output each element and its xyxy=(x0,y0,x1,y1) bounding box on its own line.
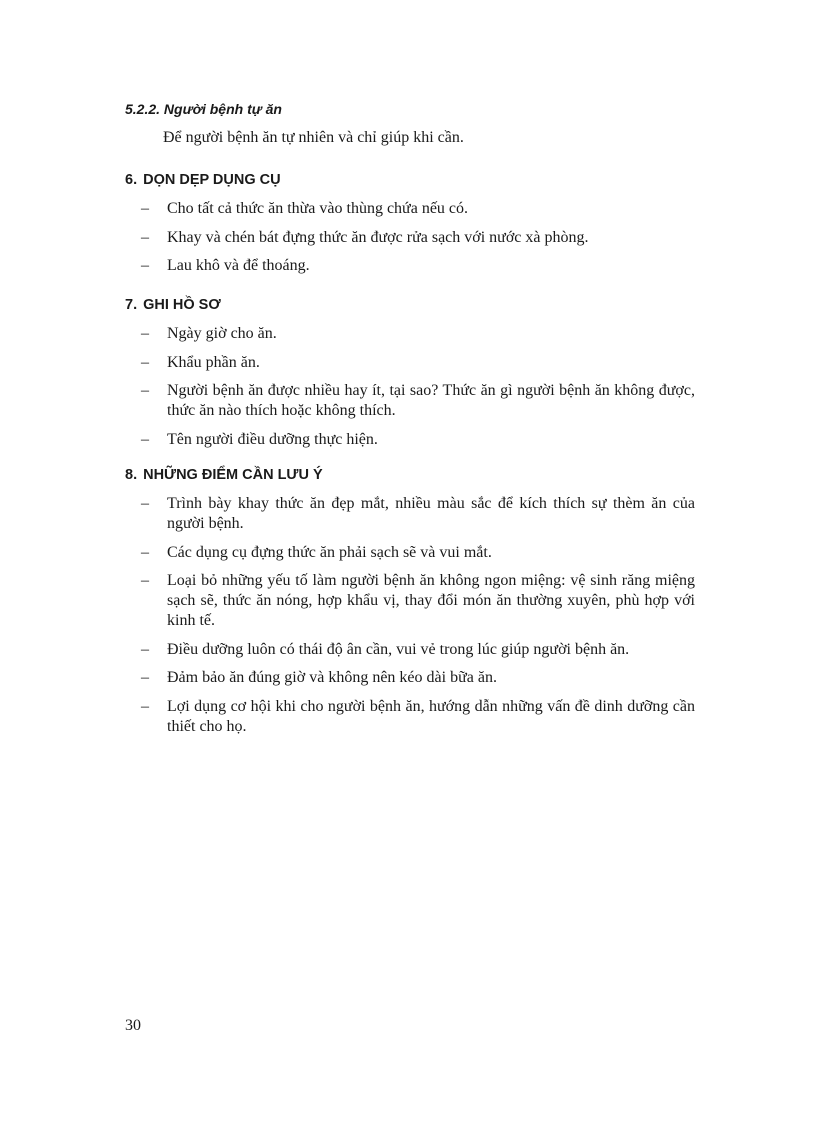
section-heading xyxy=(125,295,695,315)
list-item-text: Các dụng cụ đựng thức ăn phải sạch sẽ và vui mắt. xyxy=(167,543,492,561)
list-item-text: Ngày giờ cho ăn. xyxy=(167,325,277,342)
list-item xyxy=(125,324,695,344)
list-item-text: Điều dưỡng luôn có thái độ ân cần, vui vẻ trong lúc giúp người bệnh ăn. xyxy=(167,640,630,658)
dash-bullet: – xyxy=(141,543,149,561)
section-title: DỌN DẸP DỤNG CỤ xyxy=(143,172,281,188)
list-item xyxy=(125,494,695,534)
list-item-text: Đảm bảo ăn đúng giờ và không nên kéo dài bữa ăn. xyxy=(167,669,497,686)
list-item xyxy=(125,571,695,631)
list-item-text: Khay và chén bát đựng thức ăn được rửa sạch với nước xà phòng. xyxy=(167,228,589,246)
list-item xyxy=(125,353,695,373)
list-item-text: Trình bày khay thức ăn đẹp mắt, nhiều màu sắc để kích thích sự thèm ăn của người bệnh. xyxy=(167,495,695,532)
list-item xyxy=(125,640,695,660)
section-notes xyxy=(125,465,695,745)
list-item xyxy=(125,256,695,276)
subsection-heading: 5.2.2. Người bệnh tự ăn xyxy=(125,101,282,117)
section-title: GHI HỒ SƠ xyxy=(143,297,221,313)
list-item-text: Lau khô và để thoáng. xyxy=(167,257,310,274)
dash-bullet: – xyxy=(141,640,149,658)
dash-bullet: – xyxy=(141,495,149,512)
subsection-text: Để người bệnh ăn tự nhiên và chỉ giúp khi cần. xyxy=(163,129,464,146)
section-records xyxy=(125,295,695,458)
dash-bullet: – xyxy=(141,382,149,399)
list-item-text: Khẩu phần ăn. xyxy=(167,353,260,371)
dash-bullet: – xyxy=(141,669,149,686)
list-item xyxy=(125,668,695,688)
section-title: NHỮNG ĐIỂM CẦN LƯU Ý xyxy=(143,467,323,483)
list-item-text: Lợi dụng cơ hội khi cho người bệnh ăn, hướng dẫn những vấn đề dinh dưỡng cần thiết cho họ. xyxy=(167,697,695,735)
section-cleanup xyxy=(125,170,695,285)
list-item-text: Người bệnh ăn được nhiều hay ít, tại sao? Thức ăn gì người bệnh ăn không được, thức ăn nào thích hoặc không thích. xyxy=(167,382,695,419)
list-item xyxy=(125,228,695,248)
item-list xyxy=(125,494,695,737)
dash-bullet: – xyxy=(141,228,149,246)
dash-bullet: – xyxy=(141,200,149,217)
list-item xyxy=(125,543,695,563)
dash-bullet: – xyxy=(141,353,149,371)
list-item xyxy=(125,381,695,421)
section-heading xyxy=(125,170,695,190)
list-item-text: Cho tất cả thức ăn thừa vào thùng chứa nếu có. xyxy=(167,200,469,217)
section-number: 8. xyxy=(125,467,138,483)
list-item xyxy=(125,697,695,737)
list-item xyxy=(125,199,695,219)
section-number: 7. xyxy=(125,297,138,313)
dash-bullet: – xyxy=(141,572,149,589)
dash-bullet: – xyxy=(141,325,149,342)
item-list xyxy=(125,199,695,276)
dash-bullet: – xyxy=(141,697,149,715)
section-heading xyxy=(125,465,695,485)
list-item xyxy=(125,430,695,450)
dash-bullet: – xyxy=(141,430,149,448)
item-list xyxy=(125,324,695,450)
dash-bullet: – xyxy=(141,257,149,274)
page-number: 30 xyxy=(125,1017,141,1034)
list-item-text: Loại bỏ những yếu tố làm người bệnh ăn không ngon miệng: vệ sinh răng miệng sạch sẽ, thức ăn nóng, hợp khẩu vị, thay đổi món ăn thường xuyên, phù hợp với kinh tế. xyxy=(167,572,695,629)
list-item-text: Tên người điều dưỡng thực hiện. xyxy=(167,430,378,448)
section-number: 6. xyxy=(125,172,138,188)
